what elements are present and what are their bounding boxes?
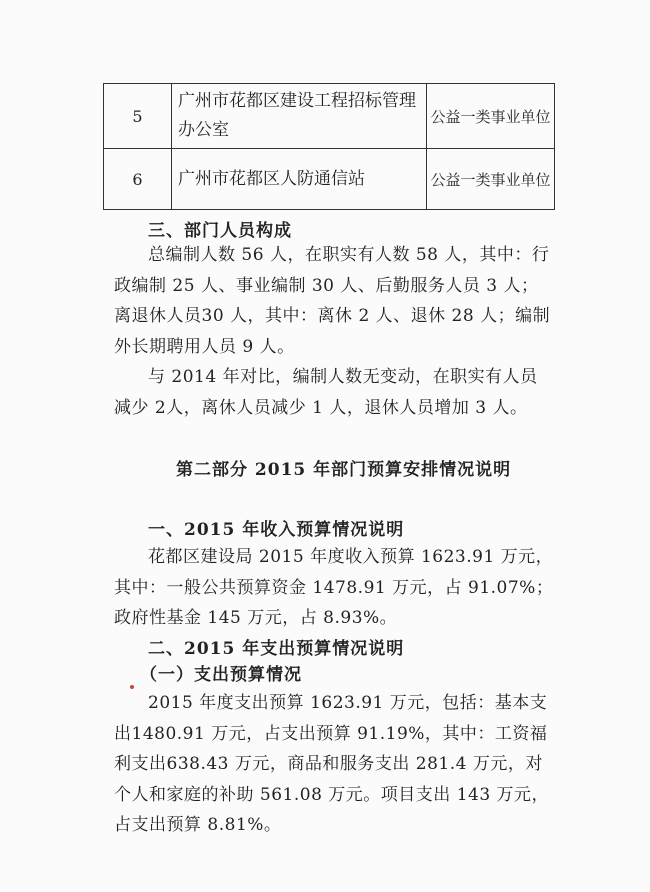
comparison-text: 与 2014 年对比，编制人数无变动，在职实有人员减少 2人，离休人员减少 1 人，退休人员增加 3 人。 (114, 367, 538, 418)
expense-text: 2015 年度支出预算 1623.91 万元，包括：基本支出1480.91 万元，占支出预算 91.19%，其中：工资福利支出638.43 万元，商品和服务支出 281.4 万元，对个人和家庭的补助 561.08 万元。项目支出 143 万元，占支出预算 8.81%。 (114, 693, 550, 835)
comparison-paragraph (114, 362, 554, 423)
expense-subheading: （一）支出预算情况 (140, 665, 302, 685)
income-paragraph (114, 542, 554, 634)
row-number: 6 (104, 149, 172, 210)
row-number: 5 (104, 84, 172, 149)
unit-name: 广州市花都区建设工程招标管理办公室 (172, 84, 427, 149)
expense-heading: 二、2015 年支出预算情况说明 (148, 639, 405, 659)
section-heading-staff: 三、部门人员构成 (148, 221, 292, 241)
unit-table (103, 83, 555, 210)
unit-type: 公益一类事业单位 (427, 149, 555, 210)
table-row (104, 149, 555, 210)
staff-paragraph (114, 240, 554, 362)
staff-text: 总编制人数 56 人，在职实有人数 58 人，其中：行政编制 25 人、事业编制 30 人、后勤服务人员 3 人；离退休人员30 人，其中：离休 2 人、退休 28 人；编制外长期聘用人员 9 人。 (114, 245, 551, 357)
income-text: 花都区建设局 2015 年度收入预算 1623.91 万元，其中：一般公共预算资金 1478.91 万元，占 91.07%；政府性基金 145 万元，占 8.93%。 (114, 547, 554, 628)
unit-name: 广州市花都区人防通信站 (172, 149, 427, 210)
unit-type: 公益一类事业单位 (427, 84, 555, 149)
part-two-title: 第二部分 2015 年部门预算安排情况说明 (176, 460, 512, 480)
income-heading: 一、2015 年收入预算情况说明 (148, 520, 405, 540)
table-row (104, 84, 555, 149)
expense-paragraph (114, 688, 554, 841)
